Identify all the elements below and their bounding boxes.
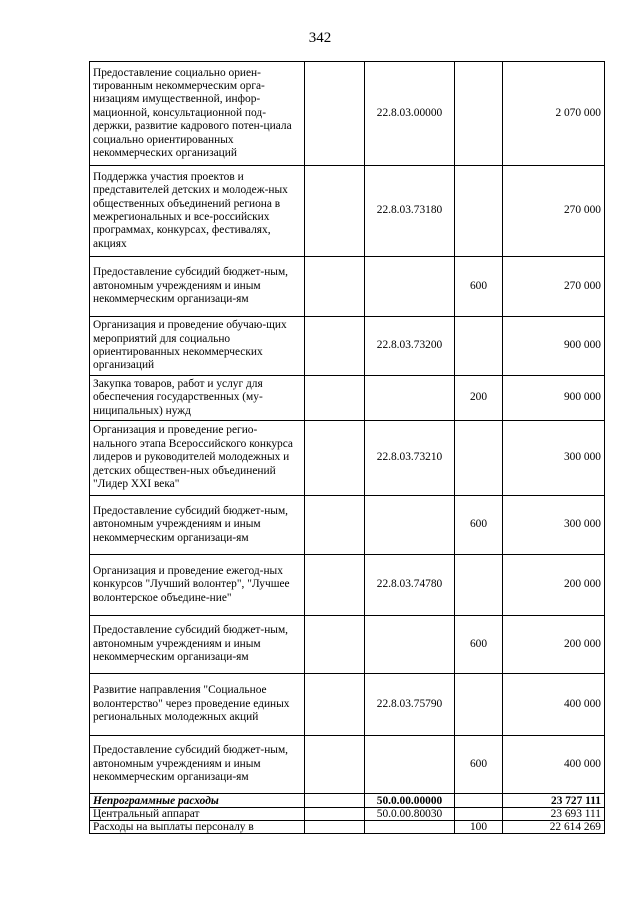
row-empty-cell xyxy=(305,166,365,257)
table-row xyxy=(90,376,605,421)
row-empty-cell xyxy=(305,257,365,317)
page-number: 342 xyxy=(308,30,332,46)
table-row xyxy=(90,62,605,166)
table-row xyxy=(90,257,605,317)
row-type-cell xyxy=(455,555,503,616)
table-row xyxy=(90,736,605,794)
row-name-cell: Расходы на выплаты персоналу в xyxy=(90,821,305,834)
row-code-cell xyxy=(365,257,455,317)
row-code-cell: 22.8.03.73200 xyxy=(365,317,455,376)
row-amount-cell: 270 000 xyxy=(503,257,605,317)
table-row xyxy=(90,794,605,808)
row-name-cell: Развитие направления "Социальное волонтерство" через проведение единых региональных молодежных акций xyxy=(90,674,305,736)
row-empty-cell xyxy=(305,62,365,166)
row-amount-cell: 23 727 111 xyxy=(503,794,605,808)
row-amount-cell: 2 070 000 xyxy=(503,62,605,166)
row-name-cell: Закупка товаров, работ и услуг для обеспечения государственных (му-ниципальных) нужд xyxy=(90,376,305,421)
row-name-cell: Предоставление субсидий бюджет-ным, автономным учреждениям и иным некоммерческим организаци-ям xyxy=(90,616,305,674)
row-empty-cell xyxy=(305,421,365,496)
row-name-cell: Организация и проведение обучаю-щих мероприятий для социально ориентированных некоммерческих организаций xyxy=(90,317,305,376)
table-row xyxy=(90,166,605,257)
row-type-cell: 600 xyxy=(455,736,503,794)
row-name-cell: Поддержка участия проектов и представителей детских и молодеж-ных общественных объединений региона в межрегиональных и все-российских программах, конкурсах, фестивалях, акциях xyxy=(90,166,305,257)
row-name-cell: Организация и проведение регио-нального этапа Всероссийского конкурса лидеров и руководителей молодежных и детских обществен-ных объединений "Лидер XXI века" xyxy=(90,421,305,496)
row-empty-cell xyxy=(305,808,365,821)
table-row xyxy=(90,421,605,496)
row-empty-cell xyxy=(305,555,365,616)
row-code-cell xyxy=(365,376,455,421)
row-code-cell: 22.8.03.00000 xyxy=(365,62,455,166)
row-code-cell xyxy=(365,616,455,674)
row-amount-cell: 900 000 xyxy=(503,376,605,421)
table-row xyxy=(90,555,605,616)
budget-table-body xyxy=(90,62,605,834)
row-code-cell: 50.0.00.80030 xyxy=(365,808,455,821)
row-type-cell xyxy=(455,421,503,496)
row-type-cell xyxy=(455,808,503,821)
row-code-cell xyxy=(365,821,455,834)
table-row xyxy=(90,821,605,834)
row-type-cell: 100 xyxy=(455,821,503,834)
table-row xyxy=(90,496,605,555)
row-type-cell xyxy=(455,166,503,257)
row-empty-cell xyxy=(305,376,365,421)
row-name-cell: Непрограммные расходы xyxy=(90,794,305,808)
row-amount-cell: 900 000 xyxy=(503,317,605,376)
row-empty-cell xyxy=(305,794,365,808)
row-type-cell xyxy=(455,317,503,376)
row-empty-cell xyxy=(305,674,365,736)
table-row xyxy=(90,616,605,674)
row-code-cell xyxy=(365,736,455,794)
row-name-cell: Предоставление субсидий бюджет-ным, автономным учреждениям и иным некоммерческим организаци-ям xyxy=(90,257,305,317)
row-name-cell: Предоставление субсидий бюджет-ным, автономным учреждениям и иным некоммерческим организаци-ям xyxy=(90,496,305,555)
row-amount-cell: 400 000 xyxy=(503,736,605,794)
row-name-cell: Предоставление субсидий бюджет-ным, автономным учреждениям и иным некоммерческим организаци-ям xyxy=(90,736,305,794)
row-code-cell: 50.0.00.00000 xyxy=(365,794,455,808)
row-type-cell: 600 xyxy=(455,496,503,555)
row-code-cell: 22.8.03.73210 xyxy=(365,421,455,496)
table-row xyxy=(90,808,605,821)
row-type-cell xyxy=(455,62,503,166)
row-code-cell: 22.8.03.73180 xyxy=(365,166,455,257)
row-type-cell: 200 xyxy=(455,376,503,421)
row-amount-cell: 400 000 xyxy=(503,674,605,736)
row-empty-cell xyxy=(305,616,365,674)
row-code-cell: 22.8.03.74780 xyxy=(365,555,455,616)
row-name-cell: Центральный аппарат xyxy=(90,808,305,821)
row-name-cell: Предоставление социально ориен-тированным некоммерческим орга-низациям имущественной, инфор-мационной, консультационной под-держки, развитие кадрового потен-циала социально ориентированных некоммерческих организаций xyxy=(90,62,305,166)
row-empty-cell xyxy=(305,317,365,376)
table-row xyxy=(90,674,605,736)
row-amount-cell: 270 000 xyxy=(503,166,605,257)
row-type-cell: 600 xyxy=(455,257,503,317)
row-empty-cell xyxy=(305,496,365,555)
row-amount-cell: 300 000 xyxy=(503,496,605,555)
row-code-cell: 22.8.03.75790 xyxy=(365,674,455,736)
row-amount-cell: 200 000 xyxy=(503,616,605,674)
row-empty-cell xyxy=(305,736,365,794)
row-amount-cell: 200 000 xyxy=(503,555,605,616)
row-amount-cell: 22 614 269 xyxy=(503,821,605,834)
row-type-cell: 600 xyxy=(455,616,503,674)
budget-table xyxy=(89,61,605,834)
row-type-cell xyxy=(455,674,503,736)
row-name-cell: Организация и проведение ежегод-ных конкурсов "Лучший волонтер", "Лучшее волонтерское объедине-ние" xyxy=(90,555,305,616)
row-empty-cell xyxy=(305,821,365,834)
row-amount-cell: 23 693 111 xyxy=(503,808,605,821)
row-amount-cell: 300 000 xyxy=(503,421,605,496)
row-type-cell xyxy=(455,794,503,808)
table-row xyxy=(90,317,605,376)
row-code-cell xyxy=(365,496,455,555)
